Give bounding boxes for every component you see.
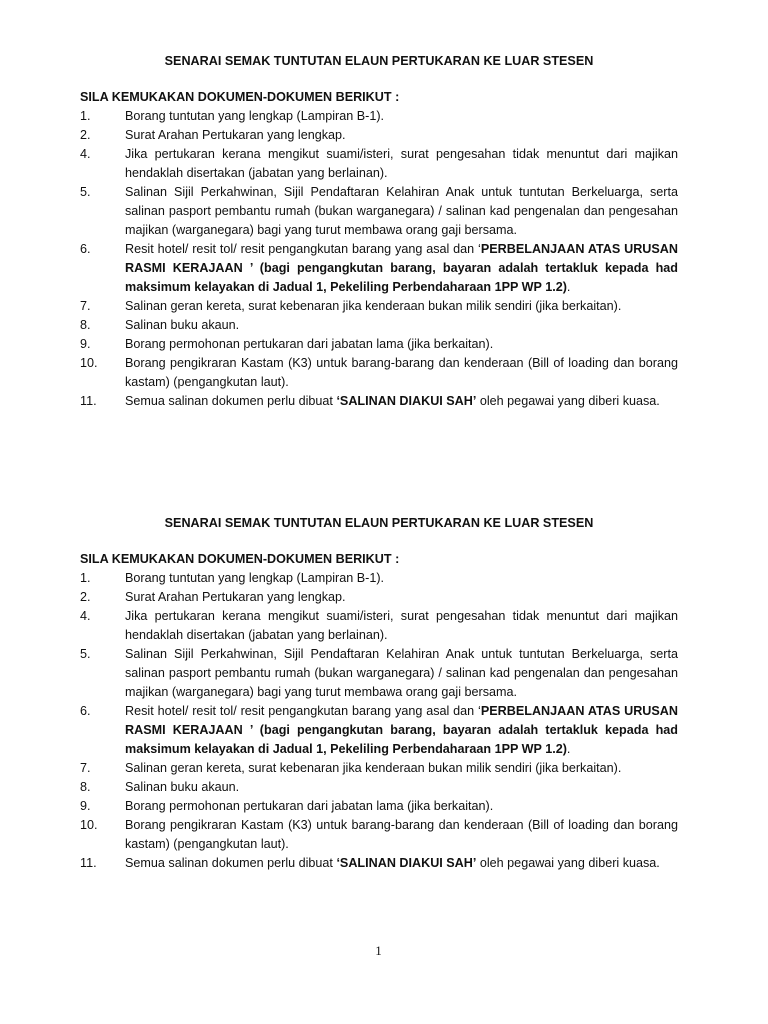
item-number: 4.	[80, 147, 91, 161]
item-text-end: oleh pegawai yang diberi kuasa.	[476, 394, 660, 408]
item-text: Borang pengikraran Kastam (K3) untuk barang-barang dan kenderaan (Bill of loading dan borang kastam) (pengangkutan laut).	[125, 818, 678, 851]
item-text: Resit hotel/ resit tol/ resit pengangkutan barang yang asal dan ‘	[125, 704, 481, 718]
item-number: 11.	[80, 394, 97, 408]
section-intro: SILA KEMUKAKAN DOKUMEN-DOKUMEN BERIKUT :	[80, 552, 400, 566]
list-item	[80, 126, 678, 145]
item-text: Resit hotel/ resit tol/ resit pengangkutan barang yang asal dan ‘	[125, 242, 481, 256]
item-text: Salinan Sijil Perkahwinan, Sijil Pendaftaran Kelahiran Anak untuk tuntutan Berkeluarga, serta salinan pasport pembantu rumah (bukan warganegara) / salinan kad pengenalan dan pengesahan majikan (warganegara) bagi yang turut membawa orang gaji bersama.	[125, 647, 678, 699]
item-text: Salinan geran kereta, surat kebenaran jika kenderaan bukan milik sendiri (jika berkaitan).	[125, 761, 622, 775]
item-text: Salinan buku akaun.	[125, 780, 240, 794]
checklist-section-2	[80, 514, 678, 873]
item-number: 2.	[80, 590, 91, 604]
list-item	[80, 778, 678, 797]
item-number: 7.	[80, 299, 91, 313]
item-text: Surat Arahan Pertukaran yang lengkap.	[125, 590, 346, 604]
item-number: 10.	[80, 818, 98, 832]
list-item	[80, 797, 678, 816]
item-number: 6.	[80, 704, 91, 718]
list-item	[80, 702, 678, 759]
section-intro: SILA KEMUKAKAN DOKUMEN-DOKUMEN BERIKUT :	[80, 90, 400, 104]
page-number: 1	[375, 943, 382, 958]
list-item	[80, 607, 678, 645]
item-number: 6.	[80, 242, 91, 256]
list-item	[80, 854, 678, 873]
item-number: 4.	[80, 609, 91, 623]
list-item	[80, 759, 678, 778]
item-number: 11.	[80, 856, 97, 870]
list-item	[80, 816, 678, 854]
item-text-bold: ‘SALINAN DIAKUI SAH’	[336, 394, 477, 408]
list-item	[80, 240, 678, 297]
item-text: Salinan Sijil Perkahwinan, Sijil Pendaftaran Kelahiran Anak untuk tuntutan Berkeluarga, serta salinan pasport pembantu rumah (bukan warganegara) / salinan kad pengenalan dan pengesahan majikan (warganegara) bagi yang turut membawa orang gaji bersama.	[125, 185, 678, 237]
list-item	[80, 183, 678, 240]
list-item	[80, 354, 678, 392]
item-text: Borang tuntutan yang lengkap (Lampiran B-1).	[125, 109, 385, 123]
document-list	[80, 107, 678, 411]
item-number: 1.	[80, 571, 91, 585]
item-number: 9.	[80, 337, 91, 351]
item-number: 8.	[80, 780, 91, 794]
item-number: 2.	[80, 128, 91, 142]
item-number: 10.	[80, 356, 98, 370]
list-item	[80, 392, 678, 411]
list-item	[80, 316, 678, 335]
item-text: Salinan geran kereta, surat kebenaran jika kenderaan bukan milik sendiri (jika berkaitan).	[125, 299, 622, 313]
item-number: 9.	[80, 799, 91, 813]
list-item	[80, 588, 678, 607]
item-text: Borang pengikraran Kastam (K3) untuk barang-barang dan kenderaan (Bill of loading dan borang kastam) (pengangkutan laut).	[125, 356, 678, 389]
item-text: Jika pertukaran kerana mengikut suami/isteri, surat pengesahan tidak menuntut dari majikan hendaklah disertakan (jabatan yang berlainan).	[125, 147, 678, 180]
item-text: Borang permohonan pertukaran dari jabatan lama (jika berkaitan).	[125, 799, 494, 813]
item-text: Borang permohonan pertukaran dari jabatan lama (jika berkaitan).	[125, 337, 494, 351]
list-item	[80, 645, 678, 702]
list-item	[80, 145, 678, 183]
document-list	[80, 569, 678, 873]
list-item	[80, 569, 678, 588]
item-text-bold: ‘SALINAN DIAKUI SAH’	[336, 856, 477, 870]
item-number: 5.	[80, 185, 91, 199]
section-title: SENARAI SEMAK TUNTUTAN ELAUN PERTUKARAN KE LUAR STESEN	[164, 516, 594, 530]
item-text-end: .	[566, 280, 571, 294]
item-number: 8.	[80, 318, 91, 332]
checklist-section-1	[80, 52, 678, 411]
list-item	[80, 107, 678, 126]
section-title: SENARAI SEMAK TUNTUTAN ELAUN PERTUKARAN KE LUAR STESEN	[164, 54, 594, 68]
item-text: Semua salinan dokumen perlu dibuat	[125, 394, 337, 408]
item-text: Semua salinan dokumen perlu dibuat	[125, 856, 337, 870]
item-text-bold: PERBELANJAAN ATAS URUSAN RASMI KERAJAAN ’ (bagi pengangkutan barang, bayaran adalah tertakluk kepada had maksimum kelayakan di Jadual 1, Pekeliling Perbendaharaan 1PP WP 1.2)	[125, 704, 678, 756]
item-text-end: oleh pegawai yang diberi kuasa.	[476, 856, 660, 870]
list-item	[80, 297, 678, 316]
list-item	[80, 335, 678, 354]
item-text-end: .	[566, 742, 571, 756]
item-text: Borang tuntutan yang lengkap (Lampiran B-1).	[125, 571, 385, 585]
item-text: Jika pertukaran kerana mengikut suami/isteri, surat pengesahan tidak menuntut dari majikan hendaklah disertakan (jabatan yang berlainan).	[125, 609, 678, 642]
item-text-bold: PERBELANJAAN ATAS URUSAN RASMI KERAJAAN ’ (bagi pengangkutan barang, bayaran adalah tertakluk kepada had maksimum kelayakan di Jadual 1, Pekeliling Perbendaharaan 1PP WP 1.2)	[125, 242, 678, 294]
item-number: 1.	[80, 109, 91, 123]
item-number: 7.	[80, 761, 91, 775]
item-number: 5.	[80, 647, 91, 661]
item-text: Salinan buku akaun.	[125, 318, 240, 332]
item-text: Surat Arahan Pertukaran yang lengkap.	[125, 128, 346, 142]
